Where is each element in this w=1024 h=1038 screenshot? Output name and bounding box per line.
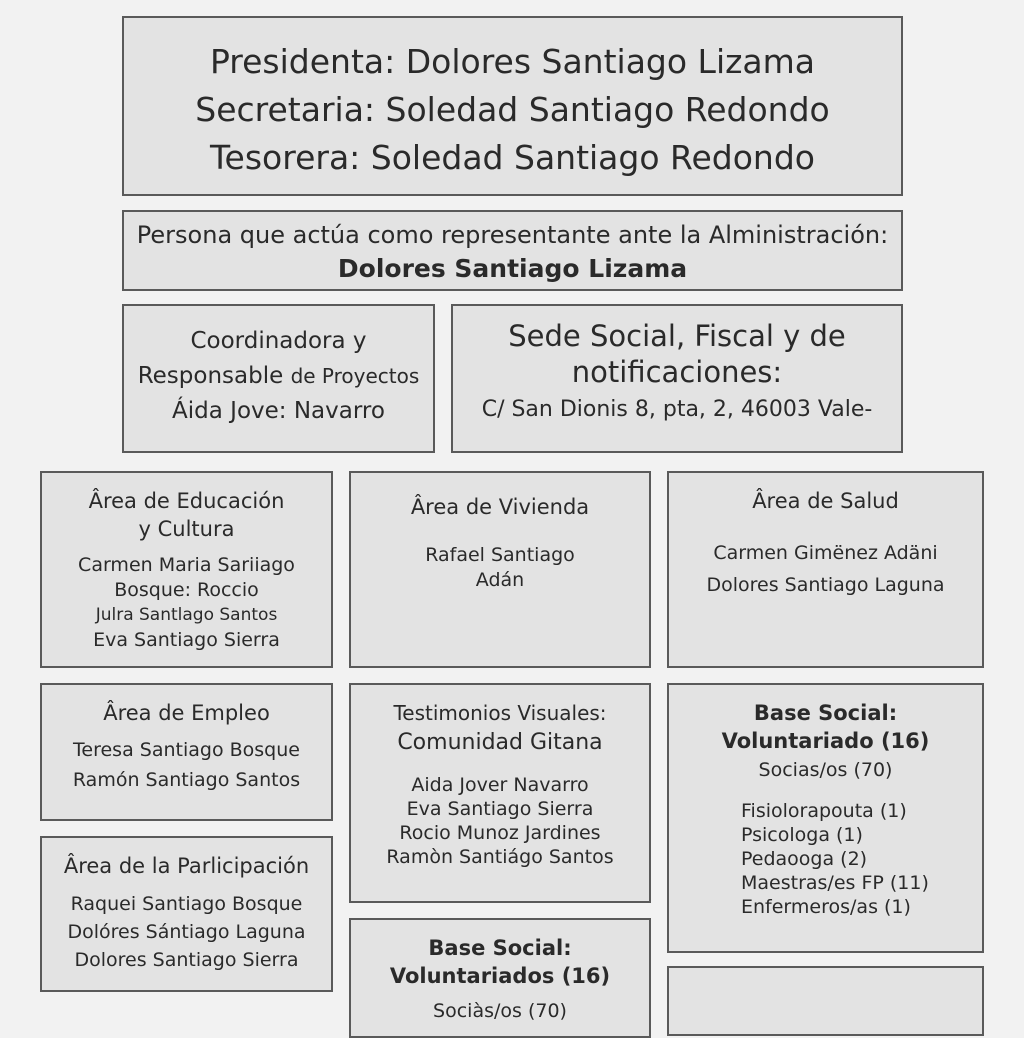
participation-member: Dolóres Sántiago Laguna xyxy=(67,921,306,943)
base-social-role: Enfermeros/as (1) xyxy=(741,896,911,918)
employment-member: Teresa Santiago Bosque xyxy=(73,739,300,761)
base-social-role: Maestras/es FP (11) xyxy=(741,872,929,894)
coordinator-box xyxy=(122,304,435,453)
coordinator-name: Áida Jove: Navarro xyxy=(172,398,385,424)
housing-area-box xyxy=(349,471,651,668)
housing-area-title: Ârea de Vivienda xyxy=(410,495,590,519)
representative-box xyxy=(122,210,903,291)
base-social-title-line2: Voluntariado (16) xyxy=(721,729,930,753)
participation-member: Dolores Santiago Sierra xyxy=(74,949,299,971)
health-area-title: Ârea de Salud xyxy=(752,489,899,513)
base-social-box-secondary xyxy=(349,918,651,1038)
coordinator-title-line2 xyxy=(124,359,433,394)
health-member: Dolores Santiago Laguna xyxy=(706,574,945,596)
representative-name: Dolores Santiago Lizama xyxy=(337,254,688,283)
board-box xyxy=(122,16,903,196)
testimonies-title-line2: Comunidad Gitana xyxy=(397,730,603,755)
coordinator-title-responsable: Responsable xyxy=(137,363,284,389)
base-social-secondary-title-line2: Voluntariados (16) xyxy=(389,964,611,988)
base-social-role: Pedaooga (2) xyxy=(741,848,868,870)
headquarters-box xyxy=(451,304,903,453)
empty-box xyxy=(667,966,984,1036)
headquarters-title-line1: Sede Social, Fiscal y de xyxy=(508,319,846,353)
education-area-title-line2: y Cultura xyxy=(138,517,235,541)
housing-member: Adán xyxy=(475,569,525,591)
base-social-role: Fisiolorapouta (1) xyxy=(741,800,907,822)
coordinator-title-line1: Coordinadora y xyxy=(190,328,367,354)
headquarters-title-line2: notificaciones: xyxy=(571,355,783,389)
employment-area-title: Ârea de Empleo xyxy=(103,701,270,725)
testimonies-member: Rocio Munoz Jardines xyxy=(399,822,601,844)
testimonies-box xyxy=(349,683,651,903)
coordinator-title-proyectos: de Proyectos xyxy=(290,364,420,388)
testimonies-member: Ramòn Santiágo Santos xyxy=(386,846,614,868)
participation-area-box xyxy=(40,836,333,992)
health-member: Carmen Gimënez Adäni xyxy=(713,542,938,564)
testimonies-title-line1: Testimonios Visuales: xyxy=(393,701,607,725)
base-social-role: Psicologa (1) xyxy=(741,824,863,846)
presidenta-label: Presidenta: Dolores Santiago Lizama xyxy=(209,42,816,81)
testimonies-member: Aida Jover Navarro xyxy=(411,774,589,796)
employment-member: Ramón Santiago Santos xyxy=(72,769,301,791)
base-social-secondary-title-line1: Base Social: xyxy=(428,936,572,960)
participation-area-title: Ârea de la Parlicipación xyxy=(63,854,310,878)
testimonies-member: Eva Santiago Sierra xyxy=(406,798,594,820)
education-member: Eva Santiago Sierra xyxy=(93,629,280,651)
education-area-box xyxy=(40,471,333,668)
base-social-box xyxy=(667,683,984,953)
secretaria-label: Secretaria: Soledad Santiago Redondo xyxy=(195,90,830,129)
base-social-partners: Socias/os (70) xyxy=(758,759,893,781)
education-member: Julra Santlago Santos xyxy=(95,605,278,625)
employment-area-box xyxy=(40,683,333,821)
representative-label: Persona que actúa como representante ante la Alministración: xyxy=(136,221,889,249)
housing-member: Rafael Santiago xyxy=(425,544,575,566)
education-area-title-line1: Ârea de Educación xyxy=(88,489,285,513)
tesorera-label: Tesorera: Soledad Santiago Redondo xyxy=(210,138,815,177)
base-social-title-line1: Base Social: xyxy=(753,701,898,725)
education-member: Carmen Maria Sariiago xyxy=(78,554,295,576)
base-social-secondary-partners: Sociàs/os (70) xyxy=(433,1000,567,1022)
education-member: Bosque: Roccio xyxy=(114,579,259,601)
health-area-box xyxy=(667,471,984,668)
base-social-roles-list xyxy=(669,799,982,919)
headquarters-address: C/ San Dionis 8, pta, 2, 46003 Vale- xyxy=(481,397,873,422)
participation-member: Raquei Santiago Bosque xyxy=(70,893,303,915)
